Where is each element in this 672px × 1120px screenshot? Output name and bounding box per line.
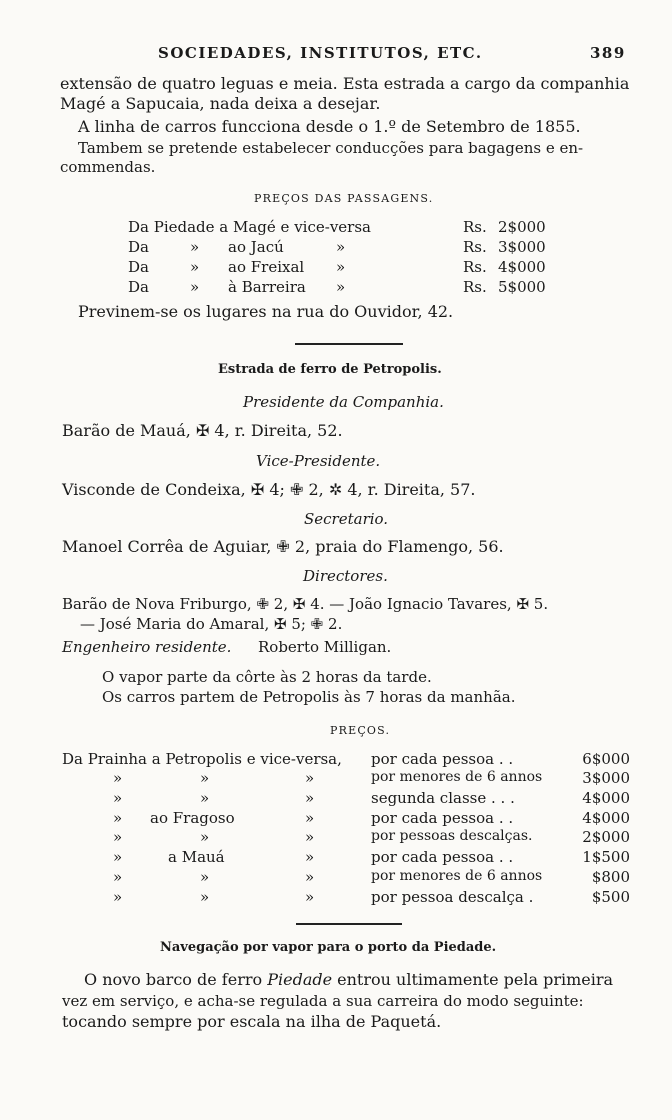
intro-line: A linha de carros funcciona desde o 1.º de Setembro de 1855. (78, 117, 581, 136)
schedule-note: O vapor parte da côrte às 2 horas da tarde. (102, 668, 432, 686)
ditto-mark: » (305, 868, 315, 886)
fare-price: $800 (591, 868, 630, 886)
ditto-mark: » (113, 789, 123, 807)
ditto-mark: » (113, 868, 123, 886)
ditto-mark: » (190, 238, 200, 256)
fare-route: Da (128, 238, 149, 256)
fare-price: 2$000 (582, 828, 630, 846)
fare-destination: à Barreira (228, 278, 306, 296)
ditto-mark: » (113, 848, 123, 866)
fare-price: $500 (591, 888, 630, 906)
paragraph-line (84, 970, 613, 989)
role-label: Vice-Presidente. (256, 452, 381, 470)
fares-heading: PREÇOS DAS PASSAGENS. (254, 192, 434, 205)
ditto-mark: » (200, 888, 210, 906)
fare-price: 4$000 (582, 809, 630, 827)
ditto-mark: » (336, 258, 346, 276)
ditto-mark: » (305, 828, 315, 846)
page-number: 389 (590, 44, 626, 62)
intro-line: Magé a Sapucaia, nada deixa a desejar. (60, 94, 381, 113)
fare-currency: Rs. (463, 218, 487, 236)
fare-class: por menores de 6 annos (371, 769, 543, 785)
ditto-mark: » (200, 769, 210, 787)
fare-class: por cada pessoa . . (371, 809, 514, 827)
fare-class: por cada pessoa . . (371, 848, 514, 866)
role-label: Directores. (303, 567, 388, 585)
fare-destination: a Mauá (168, 848, 225, 866)
ditto-mark: » (200, 868, 210, 886)
fare-class: por cada pessoa . . (371, 750, 514, 768)
fare-class: por pessoas descalças. (371, 828, 533, 844)
ditto-mark: » (200, 789, 210, 807)
fare-price: 4$000 (582, 789, 630, 807)
section-title: Estrada de ferro de Petropolis. (218, 362, 442, 377)
schedule-note: Os carros partem de Petropolis às 7 horas da manhãa. (102, 688, 516, 706)
role-label: Presidente da Companhia. (243, 393, 444, 411)
fare-price: 5$000 (498, 278, 546, 296)
person-entry: Manoel Corrêa de Aguiar, ✙ 2, praia do Flamengo, 56. (62, 537, 504, 556)
ditto-mark: » (305, 809, 315, 827)
fare-price: 2$000 (498, 218, 546, 236)
person-entry: — José Maria do Amaral, ✠ 5; ✙ 2. (80, 615, 343, 633)
person-entry: Barão de Nova Friburgo, ✙ 2, ✠ 4. — João Ignacio Tavares, ✠ 5. (62, 595, 549, 613)
fare-route: Da (128, 278, 149, 296)
section-divider (295, 343, 403, 345)
fare-price: 6$000 (582, 750, 630, 768)
ditto-mark: » (305, 888, 315, 906)
fare-currency: Rs. (463, 238, 487, 256)
intro-line: Tambem se pretende estabelecer conducções para bagagens e en- (78, 139, 584, 157)
paragraph-line: vez em serviço, e acha-se regulada a sua carreira do modo seguinte: (62, 992, 584, 1010)
fare-route: Da Piedade a Magé e vice-versa (128, 218, 371, 236)
ditto-mark: » (113, 888, 123, 906)
ditto-mark: » (190, 278, 200, 296)
person-entry: Visconde de Condeixa, ✠ 4; ✙ 2, ✲ 4, r. Direita, 57. (62, 480, 476, 499)
ditto-mark: » (113, 809, 123, 827)
ditto-mark: » (200, 828, 210, 846)
ditto-mark: » (190, 258, 200, 276)
ditto-mark: » (113, 828, 123, 846)
fare-destination: ao Freixal (228, 258, 305, 276)
fare-class: segunda classe . . . (371, 789, 515, 807)
ditto-mark: » (336, 238, 346, 256)
running-header: SOCIEDADES, INSTITUTOS, ETC. (158, 44, 483, 62)
role-label: Engenheiro residente. (62, 638, 232, 656)
fare-route: Da (128, 258, 149, 276)
fares-note: Previnem-se os lugares na rua do Ouvidor, 42. (78, 302, 454, 321)
fare-currency: Rs. (463, 278, 487, 296)
intro-line: commendas. (60, 158, 156, 176)
ditto-mark: » (305, 848, 315, 866)
ditto-mark: » (305, 769, 315, 787)
ditto-mark: » (113, 769, 123, 787)
text-run: O novo barco de ferro (84, 970, 268, 989)
fare-currency: Rs. (463, 258, 487, 276)
fare-class: por menores de 6 annos (371, 868, 543, 884)
fare-destination: ao Jacú (228, 238, 284, 256)
section-title: Navegação por vapor para o porto da Piedade. (160, 940, 497, 955)
intro-line: extensão de quatro leguas e meia. Esta estrada a cargo da companhia (60, 74, 630, 93)
fares-heading: PREÇOS. (330, 724, 391, 737)
text-run: entrou ultimamente pela primeira (332, 970, 614, 989)
ditto-mark: » (305, 789, 315, 807)
fare-route: Da Prainha a Petropolis e vice-versa, (62, 750, 342, 768)
fare-destination: ao Fragoso (150, 809, 235, 827)
section-divider (296, 923, 402, 925)
fare-price: 3$000 (498, 238, 546, 256)
person-entry: Roberto Milligan. (258, 638, 392, 656)
fare-price: 3$000 (582, 769, 630, 787)
person-entry: Barão de Mauá, ✠ 4, r. Direita, 52. (62, 421, 343, 440)
role-label: Secretario. (304, 510, 389, 528)
paragraph-line: tocando sempre por escala na ilha de Paquetá. (62, 1012, 442, 1031)
ditto-mark: » (336, 278, 346, 296)
fare-price: 1$500 (582, 848, 630, 866)
fare-class: por pessoa descalça . (371, 888, 534, 906)
ship-name: Piedade (267, 970, 333, 989)
fare-price: 4$000 (498, 258, 546, 276)
